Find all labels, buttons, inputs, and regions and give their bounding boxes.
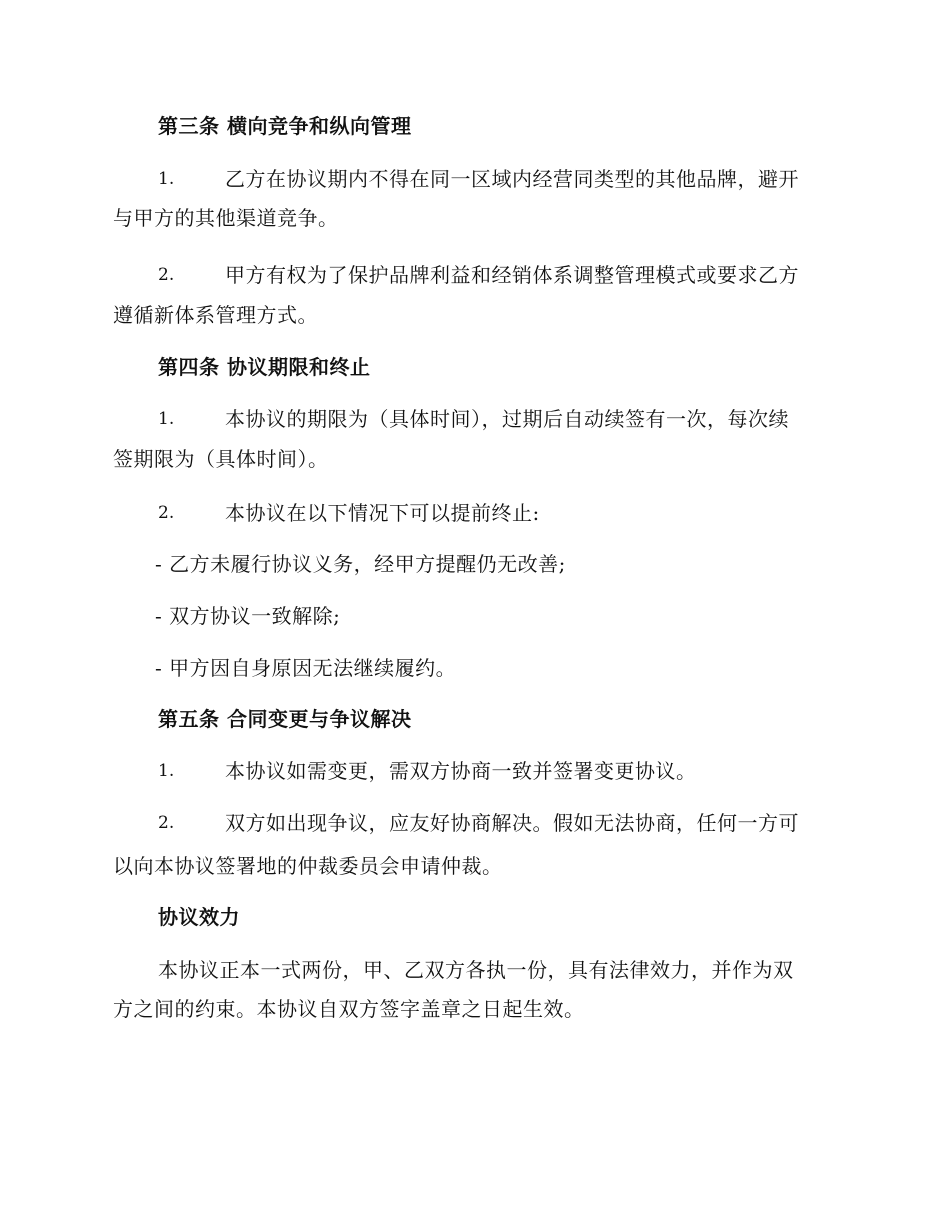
- item-text-continuation: 遵循新体系管理方式。: [113, 303, 318, 327]
- item-text-continuation: 以向本协议签署地的仲裁委员会申请仲裁。: [113, 854, 503, 878]
- section-heading: 第四条 协议期限和终止: [158, 355, 371, 379]
- paragraph-text: 本协议正本一式两份，甲、乙双方各执一份，具有法律效力，并作为双: [158, 958, 794, 982]
- item-number: 1.: [158, 409, 175, 429]
- section-heading: 协议效力: [158, 905, 240, 929]
- item-text-continuation: 与甲方的其他渠道竞争。: [113, 206, 339, 230]
- item-text: 乙方在协议期内不得在同一区域内经营同类型的其他品牌，避开: [225, 167, 799, 191]
- item-number: 2.: [158, 813, 175, 833]
- bullet-item: - 乙方未履行协议义务，经甲方提醒仍无改善;: [155, 552, 566, 576]
- item-number: 2.: [158, 503, 175, 523]
- item-text: 本协议的期限为（具体时间），过期后自动续签有一次，每次续: [225, 407, 789, 431]
- section-heading: 第三条 横向竞争和纵向管理: [158, 114, 412, 138]
- section-heading: 第五条 合同变更与争议解决: [158, 707, 412, 731]
- bullet-item: - 双方协议一致解除;: [155, 604, 341, 628]
- item-text: 本协议如需变更，需双方协商一致并签署变更协议。: [225, 759, 697, 783]
- paragraph-text-continuation: 方之间的约束。本协议自双方签字盖章之日起生效。: [113, 997, 585, 1021]
- item-number: 1.: [158, 169, 175, 189]
- item-number: 2.: [158, 265, 175, 285]
- item-number: 1.: [158, 761, 175, 781]
- item-text: 双方如出现争议，应友好协商解决。假如无法协商，任何一方可: [225, 811, 799, 835]
- item-text: 甲方有权为了保护品牌利益和经销体系调整管理模式或要求乙方: [225, 263, 799, 287]
- item-text: 本协议在以下情况下可以提前终止:: [225, 501, 540, 525]
- item-text-continuation: 签期限为（具体时间）。: [113, 447, 329, 471]
- bullet-item: - 甲方因自身原因无法继续履约。: [155, 656, 457, 680]
